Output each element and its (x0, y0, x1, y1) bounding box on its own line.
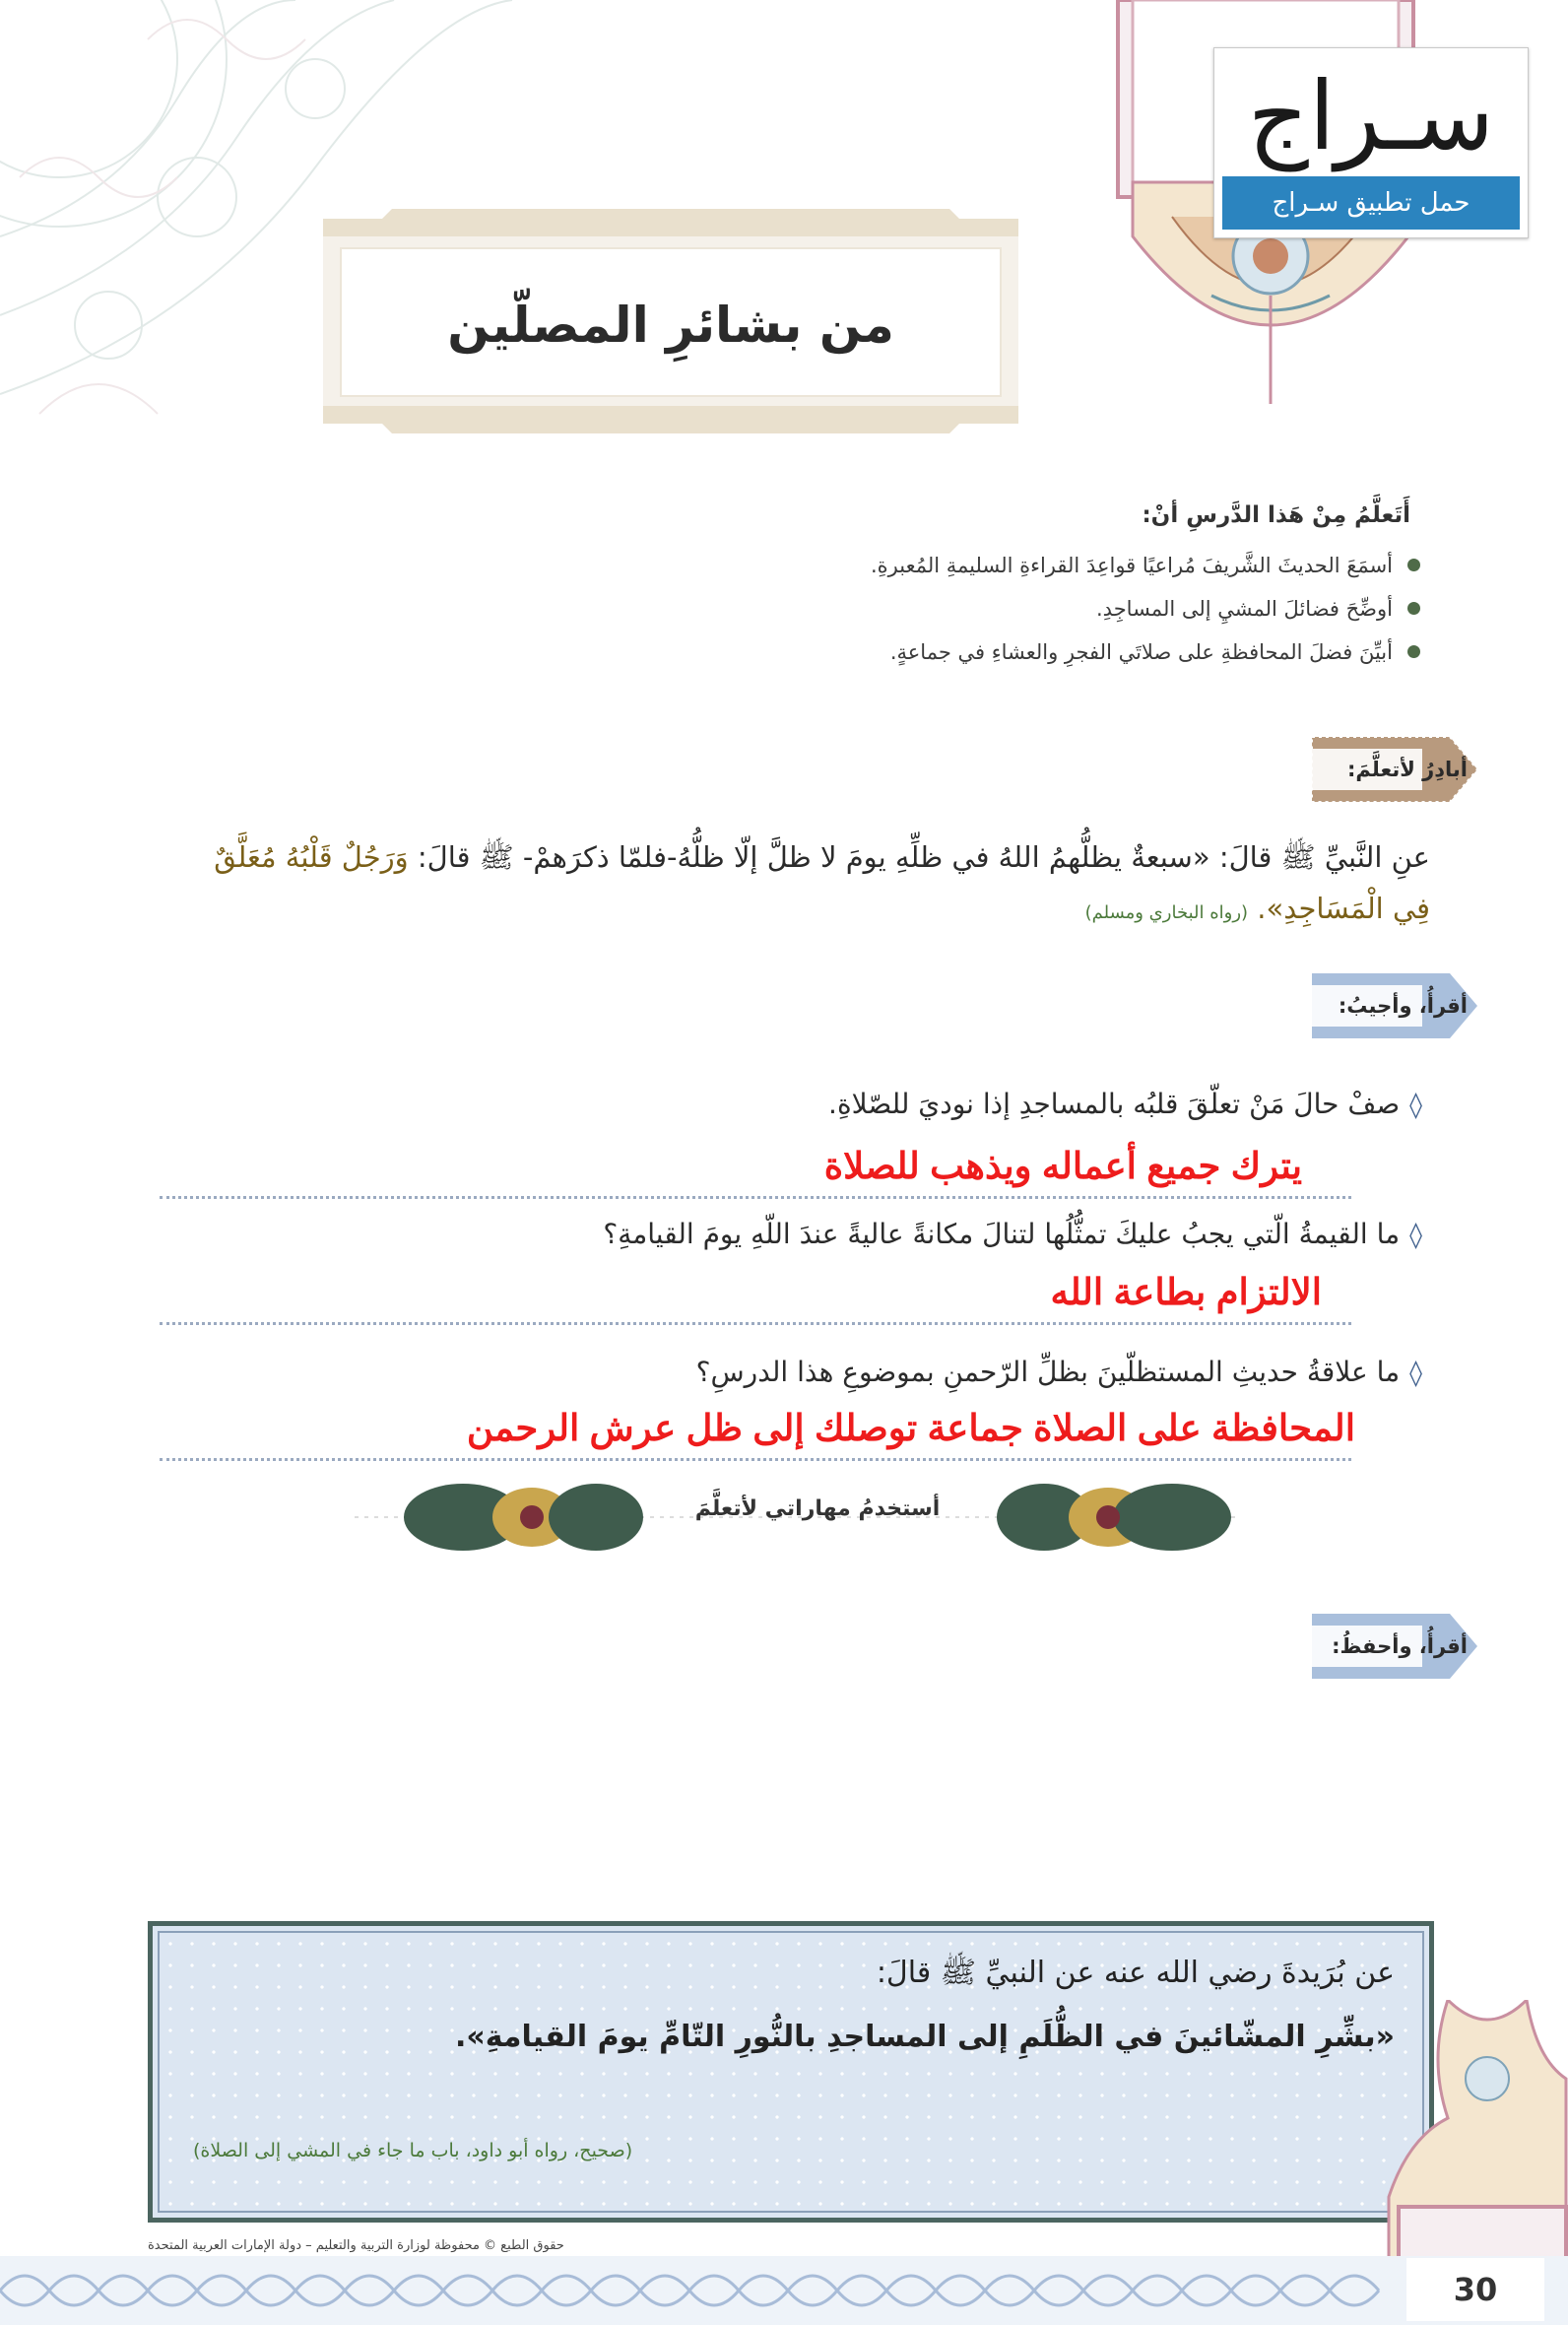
ornament-left (404, 1484, 643, 1551)
skills-heading: أستخدمُ مهاراتي لأتعلَّمَ (694, 1496, 941, 1521)
logo-wordmark: سـراج (1247, 61, 1495, 171)
quote-intro: عن بُرَيدةَ رضي الله عنه عن النبيِّ ﷺ قالَ: (876, 1956, 1395, 1990)
objectives-heading: أَتَعلَّمُ مِنْ هَذا الدَّرسِ أنْ: (1142, 502, 1410, 528)
objective-item: أبيِّنَ فضلَ المحافظةِ على صلاتَي الفجرِ والعشاءِ في جماعةٍ. (632, 631, 1420, 674)
section-label: أقرأُ، وأحفظُ: (1332, 1634, 1468, 1658)
hadith-source: (رواه البخاري ومسلم) (1084, 902, 1249, 923)
answer-3[interactable]: المحافظة على الصلاة جماعة توصلك إلى ظل عرش الرحمن (466, 1408, 1355, 1448)
question-1: ◊صفْ حالَ مَنْ تعلّقَ قلبُه بالمساجدِ إذا نوديَ للصّلاةِ. (828, 1088, 1422, 1120)
section-tab-read-answer (1312, 965, 1477, 1046)
answer-line (160, 1458, 1351, 1461)
answer-line (160, 1322, 1351, 1325)
hadith-quote: وَرَجُلٌ قَلْبُهُ مُعَلَّقٌ (214, 840, 409, 874)
hadith-line: «سبعةٌ يظلُّهمُ اللهُ في ظلِّهِ يومَ لا ظلَّ إلّا ظلُّهُ-فلمّا ذكرَهمْ- ﷺ قالَ: (417, 840, 1210, 874)
answer-line (160, 1196, 1351, 1199)
logo-tagline: حمل تطبيق سـراج (1222, 176, 1520, 230)
objective-item: أسمَعَ الحديثَ الشَّريفَ مُراعيًا قواعِدَ القراءةِ السليمةِ المُعبرةِ. (632, 544, 1420, 587)
lesson-title: من بشائرِ المصلّين (447, 297, 894, 354)
hadith-intro: عنِ النَّبيِّ ﷺ قالَ: (1218, 840, 1430, 874)
answer-2[interactable]: الالتزام بطاعة الله (1050, 1272, 1322, 1312)
answer-1[interactable]: يترك جميع أعماله ويذهب للصلاة (823, 1146, 1302, 1186)
objectives-list (632, 544, 1420, 674)
quote-source: (صحيح، رواه أبو داود، باب ما جاء في المشي إلى الصلاة) (193, 2140, 633, 2161)
sirag-logo[interactable] (1213, 47, 1529, 238)
question-3: ◊ما علاقةُ حديثِ المستظلّينَ بظلِّ الرّحمنِ بموضوعِ هذا الدرسِ؟ (695, 1356, 1422, 1388)
diamond-bullet-icon: ◊ (1409, 1221, 1422, 1250)
section-label: أبادِرُ لأتعلَّمَ: (1347, 758, 1468, 781)
question-2: ◊ما القيمةُ الّتي يجبُ عليكَ تمثُّلُها لتنالَ مكانةً عاليةً عندَ اللّهِ يومَ القيامةِ؟ (603, 1218, 1422, 1250)
hadith-quote-end: فِي الْمَسَاجِدِ». (1257, 892, 1430, 925)
section-tab-initiate (1312, 729, 1477, 810)
quote-text: «بشِّرِ المشّائينَ في الظُّلَمِ إلى المساجدِ بالنُّورِ التّامِّ يومَ القيامةِ». (454, 2020, 1395, 2054)
diamond-bullet-icon: ◊ (1409, 1359, 1422, 1388)
hadith-quote-box (148, 1921, 1434, 2223)
copyright-note: حقوق الطبع © محفوظة لوزارة التربية والتعليم – دولة الإمارات العربية المتحدة (148, 2238, 564, 2253)
section-label: أقرأُ، وأجيبُ: (1338, 994, 1468, 1018)
hadith-text (130, 831, 1430, 939)
section-tab-read-memorize (1312, 1606, 1477, 1687)
diamond-bullet-icon: ◊ (1409, 1091, 1422, 1120)
page-number: 30 (1406, 2258, 1544, 2321)
ornament-right (997, 1484, 1231, 1551)
objective-item: أوضِّحَ فضائلَ المشيِ إلى المساجِدِ. (632, 587, 1420, 631)
footer-border-band (0, 2256, 1568, 2325)
